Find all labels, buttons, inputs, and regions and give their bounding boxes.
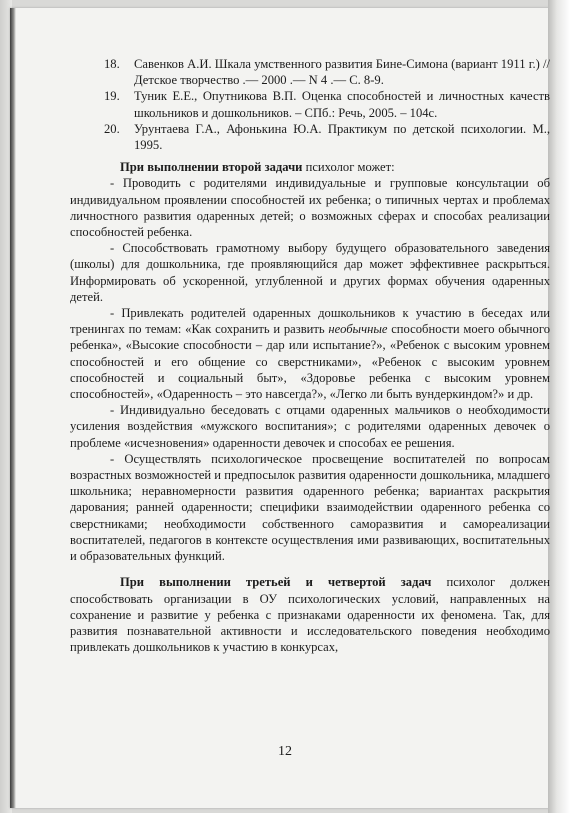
reference-item	[68, 56, 550, 88]
task34-paragraph	[70, 574, 550, 655]
reference-text: Урунтаева Г.А., Афонькина Ю.А. Практикум по детской психологии. М., 1995.	[134, 121, 550, 153]
task34-text: психолог должен способствовать организации в ОУ психологических условий, направленных на сохранение и развитие у ребенка с признаками одаренности их феномена. Так, для развития познавательной активности и исследовательского поведения необходимо привлекать дошкольников к участию в конкурсах,	[70, 575, 550, 655]
task2-item: - Проводить с родителями индивидуальные и групповые консультации об индивидуальном проявлении способностей их ребенка; о типичных чертах и проблемах личностного развития одаренных детей; о возможных сферах и способах реализации способностей ребенка.	[70, 176, 550, 240]
reference-number: 18.	[104, 57, 120, 71]
page-number: 12	[278, 744, 292, 759]
task2-item: - Способствовать грамотному выбору будущего образовательного заведения (школы) для дошкольника, где проявляющийся дар может эффективнее раскрыться. Информировать об ускоренной, углубленной и других формах обучения одаренных детей.	[70, 241, 550, 304]
reference-item	[68, 121, 550, 153]
task2-heading-bold: При выполнении второй задачи	[120, 160, 303, 175]
task2-heading	[70, 159, 550, 175]
task2-heading-rest: психолог может:	[302, 160, 395, 175]
page-body	[70, 56, 550, 655]
text-block	[70, 56, 550, 655]
reference-text: Савенков А.И. Шкала умственного развития Бине-Симона (вариант 1911 г.) // Детское творчество .— 2000 .— N 4 .— С. 8-9.	[134, 57, 550, 88]
task2-item3-end: способности моего обычного ребенка», «Высокие способности – дар или испытание?», «Ребенок с высоким уровнем способностей и его общение со сверстниками», «Ребенок с высоким уровнем способностей и социальный быт», «Здоровье ребенка с высоким уровнем способностей», «Одаренность – это навсегда?», «Легко ли быть вундеркиндом?» и др.	[70, 322, 550, 402]
reference-number: 20.	[104, 121, 120, 136]
task34-heading-bold: При выполнении третьей и четвертой задач	[120, 575, 432, 590]
task2-item: - Индивидуально беседовать с отцами одаренных мальчиков о необходимости усиления воздействия «мужского воспитания»; с родителями одаренных девочек о проблеме «исчезновения» одаренности девочек и способах ее решения.	[70, 403, 550, 450]
reference-text: Туник Е.Е., Опутникова В.П. Оценка способностей и личностных качеств школьников и дошкольников. – СПб.: Речь, 2005. – 104с.	[134, 89, 550, 120]
scan-right-edge	[548, 0, 570, 813]
task2-item3-start: - Привлекать родителей одаренных дошкольников к участию в беседах или тренингах по темам: «Как сохранить и развить	[70, 306, 550, 337]
reference-item	[68, 88, 550, 120]
task2-item: - Осуществлять психологическое просвещение воспитателей по вопросам возрастных возможностей и предпосылок развития одаренности дошкольника, младшего школьника; неравномерности развития одаренного ребенка; вариантах раскрытия дарования; ранней одаренности; специфики взаимодействии одаренного ребенка со сверстниками; необходимости собственного саморазвития и самореализации воспитателей, педагогов в контексте осуществления ими развивающих, воспитательных и образовательных функций.	[70, 451, 550, 564]
reference-list	[68, 56, 550, 153]
task2-item	[70, 305, 550, 402]
reference-number: 19.	[104, 89, 120, 104]
task2-item3-italic: необычные	[328, 322, 388, 337]
